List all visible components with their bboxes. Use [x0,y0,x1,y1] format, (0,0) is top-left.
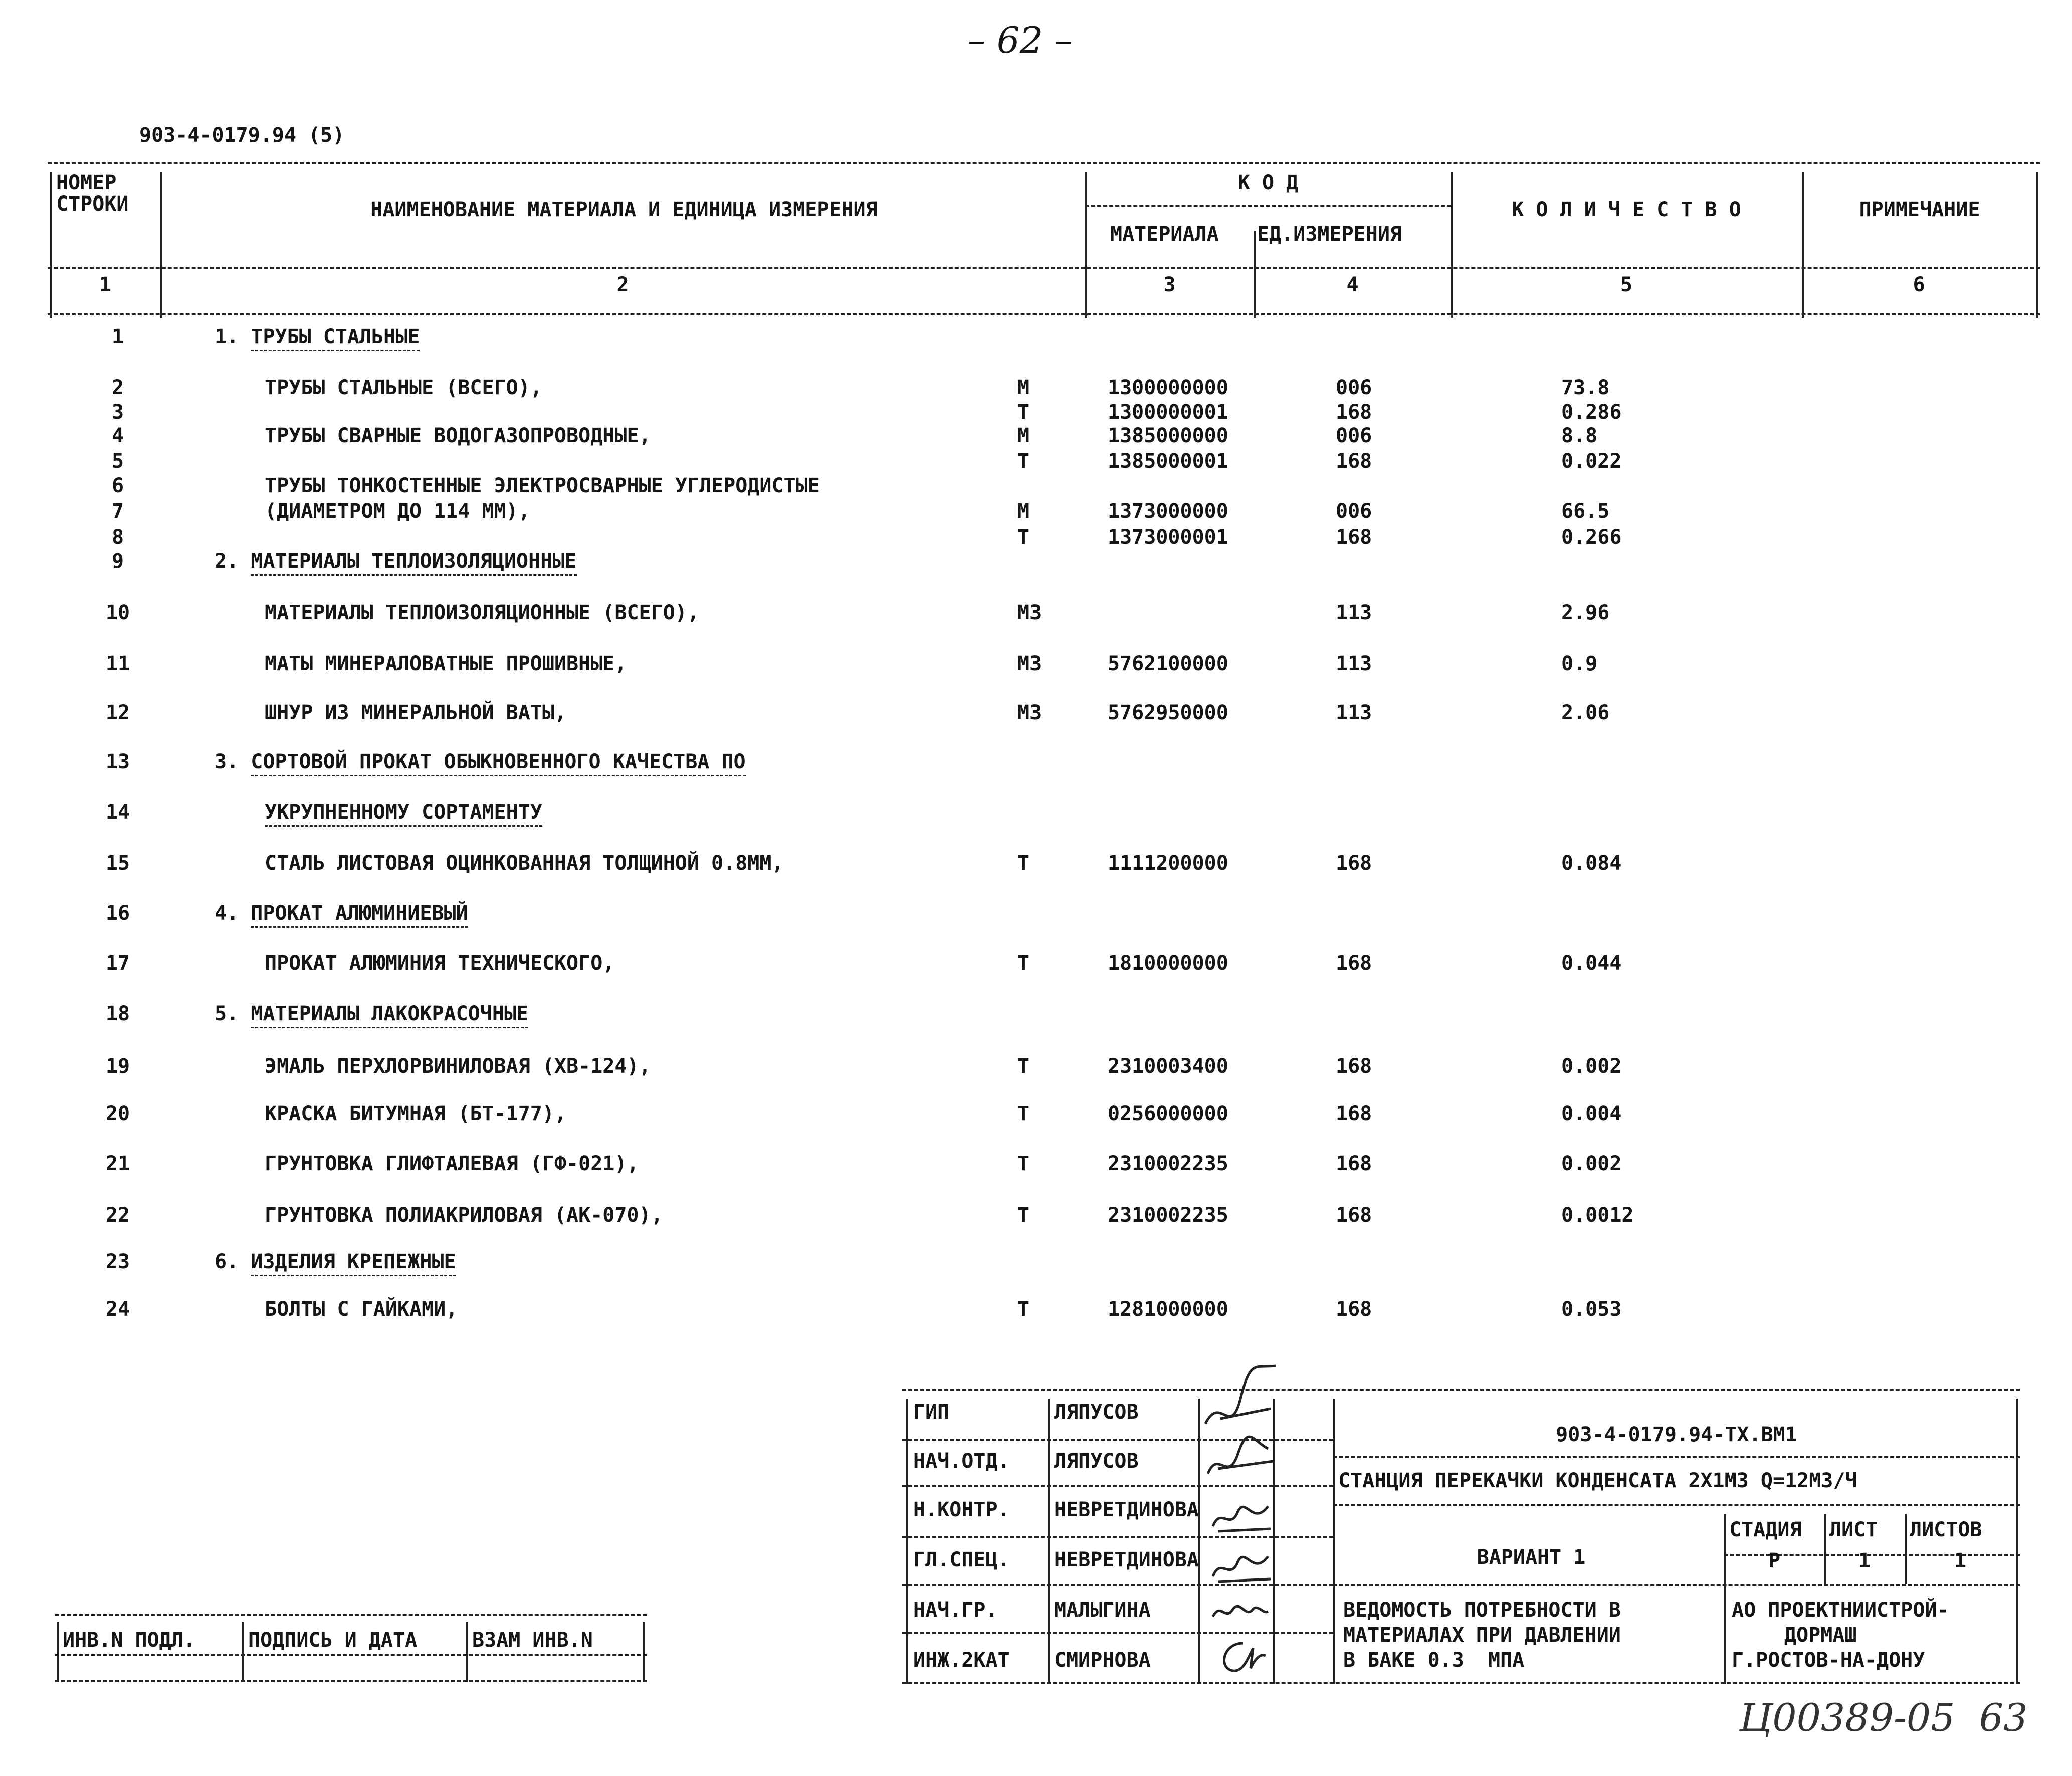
signature-gip [1200,1363,1281,1439]
tb-sheet-value: 1 [1858,1549,1871,1572]
material-name: МАТЕРИАЛЫ ТЕПЛОИЗОЛЯЦИОННЫЕ (ВСЕГО), [265,601,699,624]
header-mid-rule [48,267,2040,269]
unit-code: 168 [1336,952,1372,975]
row-number: 16 [105,902,130,925]
row-number: 9 [111,550,124,573]
unit-code: 168 [1336,401,1372,424]
quantity: 0.053 [1561,1298,1622,1321]
tb-role-inzh: ИНЖ.2КАТ [913,1649,1010,1672]
row-number: 20 [105,1102,130,1125]
unit-abbr: М [1017,500,1030,523]
tb-name-gl-spets: НЕВРЕТДИНОВА [1054,1548,1199,1571]
header-num-3: 3 [1163,273,1176,296]
tb-line-7 [1905,1514,1907,1584]
quantity: 66.5 [1561,500,1610,523]
unit-abbr: Т [1017,1152,1030,1175]
header-num-4: 4 [1346,273,1359,296]
unit-code: 168 [1336,450,1372,473]
row-number: 21 [105,1152,130,1175]
material-name: ТРУБЫ СВАРНЫЕ ВОДОГАЗОПРОВОДНЫЕ, [265,424,651,447]
section-underline [251,926,468,928]
unit-abbr: М [1017,376,1030,400]
material-name: МАТЫ МИНЕРАЛОВАТНЫЕ ПРОШИВНЫЕ, [265,652,627,675]
unit-code: 168 [1336,852,1372,875]
row-number: 4 [111,424,124,447]
quantity: 0.022 [1561,450,1622,473]
row-number: 23 [105,1250,130,1273]
unit-code: 168 [1336,1152,1372,1175]
section-underline [251,350,420,351]
material-name: СТАЛЬ ЛИСТОВАЯ ОЦИНКОВАННАЯ ТОЛЩИНОЙ 0.8ММ, [265,852,784,875]
section-underline [265,825,542,827]
row-number: 7 [111,500,124,523]
quantity: 0.002 [1561,1152,1622,1175]
tb-role-gip: ГИП [913,1401,950,1424]
row-number: 19 [105,1055,130,1078]
tb-name-inzh: СМИРНОВА [1054,1649,1151,1672]
header-col-line-1 [160,172,162,318]
row-number: 8 [111,526,124,549]
tb-variant: ВАРИАНТ 1 [1477,1546,1586,1569]
header-col5-title: К О Л И Ч Е С Т В О [1512,198,1741,221]
inv-line-1 [242,1622,244,1682]
signature-inzh [1213,1638,1268,1678]
inv-line-0 [57,1622,59,1682]
tb-organization-3: Г.РОСТОВ-НА-ДОНУ [1732,1649,1925,1672]
header-col6-title: ПРИМЕЧАНИЕ [1859,198,1980,221]
row-number: 10 [105,601,130,624]
tb-name-nach-gr: МАЛЫГИНА [1054,1599,1151,1622]
material-name: 1. ТРУБЫ СТАЛЬНЫЕ [215,325,420,348]
row-number: 15 [105,852,130,875]
material-code: 2310003400 [1108,1055,1228,1078]
tb-line-1 [1048,1399,1050,1684]
material-code: 1281000000 [1108,1298,1228,1321]
material-code: 1300000001 [1108,401,1228,424]
header-col-line-6 [2036,172,2038,318]
material-name: ШНУР ИЗ МИНЕРАЛЬНОЙ ВАТЫ, [265,701,567,724]
unit-abbr: Т [1017,526,1030,549]
tb-line-5 [1724,1514,1726,1684]
tb-sheet-title-1: ВЕДОМОСТЬ ПОТРЕБНОСТИ В [1343,1599,1621,1622]
tb-sheets-value: 1 [1954,1549,1967,1572]
quantity: 2.96 [1561,601,1610,624]
row-number: 12 [105,701,130,724]
material-code: 1373000001 [1108,526,1228,549]
tb-line-8 [2016,1399,2018,1684]
code-group-rule [1085,205,1451,207]
unit-code: 113 [1336,652,1372,675]
tb-bottom-rule [902,1682,2020,1684]
tb-name-n-kontr: НЕВРЕТДИНОВА [1054,1498,1199,1521]
material-name: 2. МАТЕРИАЛЫ ТЕПЛОИЗОЛЯЦИОННЫЕ [215,550,577,573]
tb-line-2 [1198,1399,1200,1684]
header-code-group: К О Д [1237,171,1299,194]
tb-sheet-label: ЛИСТ [1829,1518,1878,1541]
section-underline [251,574,577,576]
quantity: 0.002 [1561,1055,1622,1078]
material-code: 5762950000 [1108,701,1228,724]
tb-line-0 [906,1399,908,1684]
tb-document-code: 903-4-0179.94-ТХ.ВМ1 [1556,1423,1797,1446]
unit-abbr: М3 [1017,601,1042,624]
section-underline [251,1275,456,1276]
unit-abbr: М [1017,424,1030,447]
tb-stage-label: СТАДИЯ [1729,1518,1802,1541]
unit-code: 168 [1336,1298,1372,1321]
page-number: – 62 – [967,19,1073,61]
signature-nach-gr [1210,1597,1271,1627]
document-reference: 903-4-0179.94 (5) [139,124,345,147]
unit-code: 168 [1336,1204,1372,1227]
inv-top-rule [55,1614,647,1616]
unit-code: 113 [1336,601,1372,624]
tb-name-gip: ЛЯПУСОВ [1054,1401,1139,1424]
material-name: ПРОКАТ АЛЮМИНИЯ ТЕХНИЧЕСКОГО, [265,952,615,975]
material-name: КРАСКА БИТУМНАЯ (БТ-177), [265,1102,567,1125]
archive-stamp: Ц00389-05 63 [1739,1695,2028,1740]
unit-abbr: Т [1017,1298,1030,1321]
unit-abbr: Т [1017,1055,1030,1078]
tb-project-title: СТАНЦИЯ ПЕРЕКАЧКИ КОНДЕНСАТА 2Х1М3 Q=12М3/Ч [1338,1469,1857,1492]
row-number: 2 [111,376,124,400]
header-col-line-5 [1802,172,1804,318]
row-number: 24 [105,1298,130,1321]
inv-bottom-rule [55,1680,647,1682]
header-col4-title: ЕД.ИЗМЕРЕНИЯ [1257,223,1402,246]
material-name: ЭМАЛЬ ПЕРХЛОРВИНИЛОВАЯ (ХВ-124), [265,1055,651,1078]
tb-role-nach-otd: НАЧ.ОТД. [913,1450,1010,1473]
material-code: 1810000000 [1108,952,1228,975]
quantity: 2.06 [1561,701,1610,724]
material-code: 2310002235 [1108,1204,1228,1227]
quantity: 0.286 [1561,401,1622,424]
header-num-6: 6 [1913,273,1925,296]
tb-sheet-title-2: МАТЕРИАЛАХ ПРИ ДАВЛЕНИИ [1343,1624,1621,1647]
quantity: 73.8 [1561,376,1610,400]
signature-gl-spets [1208,1541,1273,1587]
unit-abbr: Т [1017,401,1030,424]
row-number: 22 [105,1204,130,1227]
quantity: 0.266 [1561,526,1622,549]
unit-abbr: М3 [1017,701,1042,724]
tb-role-nach-gr: НАЧ.ГР. [913,1599,998,1622]
material-code: 1300000000 [1108,376,1228,400]
row-number: 6 [111,474,124,497]
material-code: 1111200000 [1108,852,1228,875]
inv-label-original: ИНВ.N ПОДЛ. [63,1629,195,1652]
material-name: УКРУПНЕННОМУ СОРТАМЕНТУ [265,801,542,824]
unit-abbr: Т [1017,1102,1030,1125]
row-number: 18 [105,1002,130,1025]
unit-abbr: Т [1017,450,1030,473]
tb-stage-value: Р [1768,1549,1781,1572]
material-name: (ДИАМЕТРОМ ДО 114 ММ), [265,500,530,523]
unit-abbr: М3 [1017,652,1042,675]
quantity: 0.9 [1561,652,1598,675]
material-code: 5762100000 [1108,652,1228,675]
quantity: 0.044 [1561,952,1622,975]
tb-sheet-title-3: В БАКЕ 0.3 МПА [1343,1649,1525,1672]
tb-line-6 [1824,1514,1826,1584]
material-code: 1385000001 [1108,450,1228,473]
material-name: 6. ИЗДЕЛИЯ КРЕПЕЖНЫЕ [215,1250,456,1273]
unit-abbr: Т [1017,1204,1030,1227]
inv-label-replaced: ВЗАМ ИНВ.N [472,1629,593,1652]
material-name: ТРУБЫ ТОНКОСТЕННЫЕ ЭЛЕКТРОСВАРНЫЕ УГЛЕРОДИСТЫЕ [265,474,820,497]
material-code: 1385000000 [1108,424,1228,447]
unit-code: 113 [1336,701,1372,724]
tb-row-rule-2 [902,1485,1333,1487]
material-code: 2310002235 [1108,1152,1228,1175]
row-number: 14 [105,801,130,824]
material-name: БОЛТЫ С ГАЙКАМИ, [265,1298,458,1321]
tb-line-4 [1333,1399,1335,1684]
material-code: 0256000000 [1108,1102,1228,1125]
tb-variant-rule [1333,1584,2020,1586]
header-col-line-0 [50,172,52,318]
header-col-line-4 [1451,172,1453,318]
unit-abbr: Т [1017,852,1030,875]
unit-code: 006 [1336,500,1372,523]
header-num-1: 1 [99,273,112,296]
material-name: 5. МАТЕРИАЛЫ ЛАКОКРАСОЧНЫЕ [215,1002,529,1025]
unit-code: 168 [1336,526,1372,549]
material-name: 4. ПРОКАТ АЛЮМИНИЕВЫЙ [215,902,468,925]
header-col1-line1: НОМЕР [56,171,117,194]
quantity: 0.084 [1561,852,1622,875]
quantity: 0.004 [1561,1102,1622,1125]
quantity: 8.8 [1561,424,1598,447]
tb-top-rule [902,1389,2020,1391]
signature-n-kontr [1208,1491,1273,1536]
tb-organization-2: ДОРМАШ [1784,1624,1857,1647]
tb-code-rule [1333,1456,2020,1458]
material-code: 1373000000 [1108,500,1228,523]
unit-code: 006 [1336,376,1372,400]
section-underline [251,775,746,776]
inv-line-2 [466,1622,468,1682]
material-name: 3. СОРТОВОЙ ПРОКАТ ОБЫКНОВЕННОГО КАЧЕСТВА ПО [215,750,746,773]
inv-label-signature-date: ПОДПИСЬ И ДАТА [248,1629,418,1652]
header-col1-line2: СТРОКИ [56,192,129,216]
row-number: 5 [111,450,124,473]
inv-line-3 [643,1622,645,1682]
row-number: 13 [105,750,130,773]
unit-code: 006 [1336,424,1372,447]
material-name: ГРУНТОВКА ПОЛИАКРИЛОВАЯ (АК-070), [265,1204,663,1227]
header-col2-title: НАИМЕНОВАНИЕ МАТЕРИАЛА И ЕДИНИЦА ИЗМЕРЕНИЯ [370,198,878,221]
inv-mid-rule [55,1654,647,1656]
tb-sheets-label: ЛИСТОВ [1910,1518,1982,1541]
header-bottom-rule [48,313,2040,315]
tb-title-rule [1333,1504,2020,1506]
quantity: 0.0012 [1561,1204,1634,1227]
tb-row-rule-5 [902,1632,1333,1634]
tb-role-gl-spets: ГЛ.СПЕЦ. [913,1548,1010,1571]
section-underline [251,1027,528,1028]
unit-abbr: Т [1017,952,1030,975]
row-number: 3 [111,401,124,424]
material-name: ГРУНТОВКА ГЛИФТАЛЕВАЯ (ГФ-021), [265,1152,639,1175]
row-number: 1 [111,325,124,348]
tb-name-nach-otd: ЛЯПУСОВ [1054,1450,1139,1473]
tb-role-n-kontr: Н.КОНТР. [913,1498,1010,1521]
tb-organization-1: АО ПРОЕКТНИИСТРОЙ- [1732,1599,1949,1622]
unit-code: 168 [1336,1055,1372,1078]
row-number: 17 [105,952,130,975]
header-col3-title: МАТЕРИАЛА [1110,223,1219,246]
header-num-5: 5 [1620,273,1633,296]
signature-nach-otd [1203,1439,1278,1484]
material-name: ТРУБЫ СТАЛЬНЫЕ (ВСЕГО), [265,376,542,400]
unit-code: 168 [1336,1102,1372,1125]
header-col-line-2 [1085,172,1087,318]
header-top-rule [48,162,2040,164]
header-num-2: 2 [616,273,629,296]
row-number: 11 [105,652,130,675]
